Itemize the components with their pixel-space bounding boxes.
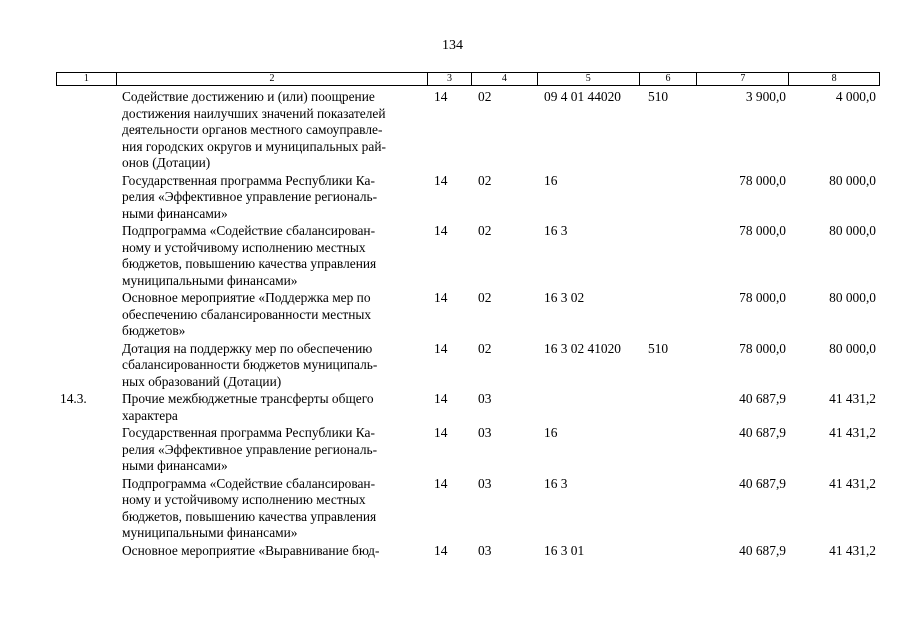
item-name-line: Подпрограмма «Содействие сбалансирован-	[122, 475, 376, 491]
item-name-line: бюджетов, повышению качества управления	[122, 256, 377, 271]
table-row	[56, 173, 880, 223]
item-name-line: сбалансированности бюджетов муниципаль-	[122, 357, 378, 372]
expense-type-code: 510	[648, 340, 669, 356]
amount-col7: 40 687,9	[739, 542, 786, 558]
item-name-line: ному и устойчивому исполнению местных	[122, 492, 366, 507]
item-name	[116, 341, 428, 391]
table-row	[56, 543, 880, 560]
target-article-code: 16 3 02	[544, 290, 585, 305]
amount-col8: 41 431,2	[829, 391, 876, 406]
column-header-8: 8	[831, 73, 837, 84]
target-article-code: 16	[544, 425, 558, 440]
section-code: 14	[434, 89, 448, 104]
table-row	[56, 223, 880, 289]
column-header-5: 5	[538, 73, 640, 85]
subsection-code: 03	[478, 391, 492, 406]
item-name-line: онов (Дотации)	[122, 155, 211, 170]
item-name-line: деятельности органов местного самоуправле-	[122, 122, 383, 137]
amount-col7: 40 687,9	[739, 425, 786, 440]
item-name	[116, 89, 428, 172]
column-header-4: 4	[472, 73, 538, 85]
item-name-line: муниципальными финансами»	[122, 272, 298, 288]
item-name-line: ными финансами»	[122, 458, 228, 473]
item-name	[116, 223, 428, 289]
table-row	[56, 476, 880, 542]
item-name-line: Государственная программа Республики Ка-	[122, 172, 375, 188]
item-name-line: Основное мероприятие «Выравнивание бюд-	[122, 542, 380, 558]
item-name-line: Государственная программа Республики Ка-	[122, 425, 375, 440]
amount-col7: 78 000,0	[739, 340, 786, 356]
item-name-line: бюджетов»	[122, 323, 186, 338]
amount-col8: 80 000,0	[829, 290, 876, 305]
amount-col7: 78 000,0	[739, 223, 786, 238]
target-article-code: 16	[544, 172, 558, 188]
page-number: 134	[442, 38, 463, 53]
section-code: 14	[434, 391, 448, 406]
section-code: 14	[434, 290, 448, 305]
table-row	[56, 89, 880, 172]
section-code: 14	[434, 475, 448, 491]
amount-col7: 78 000,0	[739, 290, 786, 305]
item-name-line: Прочие межбюджетные трансферты общего	[122, 391, 374, 406]
target-article-code: 09 4 01 44020	[544, 89, 621, 104]
amount-col8: 41 431,2	[829, 542, 876, 558]
amount-col7: 3 900,0	[745, 89, 786, 104]
item-name-line: Содействие достижению и (или) поощрение	[122, 89, 375, 104]
table-header-row	[56, 72, 880, 86]
subsection-code: 03	[478, 425, 492, 440]
item-name-line: ния городских округов и муниципальных рай-	[122, 138, 386, 154]
item-name-line: муниципальными финансами»	[122, 525, 298, 540]
amount-col7: 78 000,0	[739, 172, 786, 188]
amount-col8: 41 431,2	[829, 425, 876, 440]
subsection-code: 03	[478, 475, 492, 491]
subsection-code: 02	[478, 172, 492, 188]
section-code: 14	[434, 542, 448, 558]
item-name-line: ных образований (Дотации)	[122, 373, 282, 389]
section-code: 14	[434, 223, 448, 238]
subsection-code: 02	[478, 290, 492, 305]
item-name	[116, 391, 428, 424]
target-article-code: 16 3 01	[544, 542, 585, 558]
table-row	[56, 341, 880, 391]
table-body	[56, 89, 880, 560]
section-code: 14	[434, 172, 448, 188]
item-name-line: Подпрограмма «Содействие сбалансирован-	[122, 223, 376, 238]
item-name	[116, 425, 428, 475]
table-row	[56, 290, 880, 340]
row-number: 14.3.	[60, 391, 87, 406]
section-code: 14	[434, 340, 448, 356]
target-article-code: 16 3 02 41020	[544, 340, 621, 356]
column-header-6: 6	[640, 73, 698, 85]
amount-col8: 80 000,0	[829, 172, 876, 188]
item-name-line: обеспечению сбалансированности местных	[122, 306, 372, 322]
section-code: 14	[434, 425, 448, 440]
item-name-line: ными финансами»	[122, 205, 228, 221]
item-name-line: релия «Эффективное управление региональ-	[122, 441, 378, 457]
subsection-code: 02	[478, 89, 492, 104]
item-name-line: бюджетов, повышению качества управления	[122, 508, 377, 524]
item-name-line: Дотация на поддержку мер по обеспечению	[122, 340, 373, 356]
table-row	[56, 391, 880, 424]
amount-col7: 40 687,9	[739, 475, 786, 491]
item-name-line: достижения наилучших значений показателей	[122, 105, 386, 121]
amount-col7: 40 687,9	[739, 391, 786, 406]
item-name-line: Основное мероприятие «Поддержка мер по	[122, 290, 371, 305]
amount-col8: 80 000,0	[829, 340, 876, 356]
item-name-line: релия «Эффективное управление региональ-	[122, 189, 378, 204]
column-header-3: 3	[428, 73, 472, 85]
item-name	[116, 543, 428, 560]
amount-col8: 4 000,0	[835, 89, 876, 104]
subsection-code: 03	[478, 542, 492, 558]
table-row	[56, 425, 880, 475]
item-name	[116, 476, 428, 542]
amount-col8: 41 431,2	[829, 475, 876, 491]
item-name	[116, 290, 428, 340]
column-header-7: 7	[697, 73, 789, 85]
column-header-2: 2	[117, 73, 428, 85]
target-article-code: 16 3	[544, 475, 568, 491]
item-name-line: характера	[122, 407, 178, 423]
item-name	[116, 173, 428, 223]
subsection-code: 02	[478, 340, 492, 356]
subsection-code: 02	[478, 223, 492, 238]
item-name-line: ному и устойчивому исполнению местных	[122, 239, 366, 255]
column-header-1: 1	[57, 73, 117, 85]
expense-type-code: 510	[648, 89, 669, 104]
target-article-code: 16 3	[544, 223, 568, 238]
amount-col8: 80 000,0	[829, 223, 876, 238]
